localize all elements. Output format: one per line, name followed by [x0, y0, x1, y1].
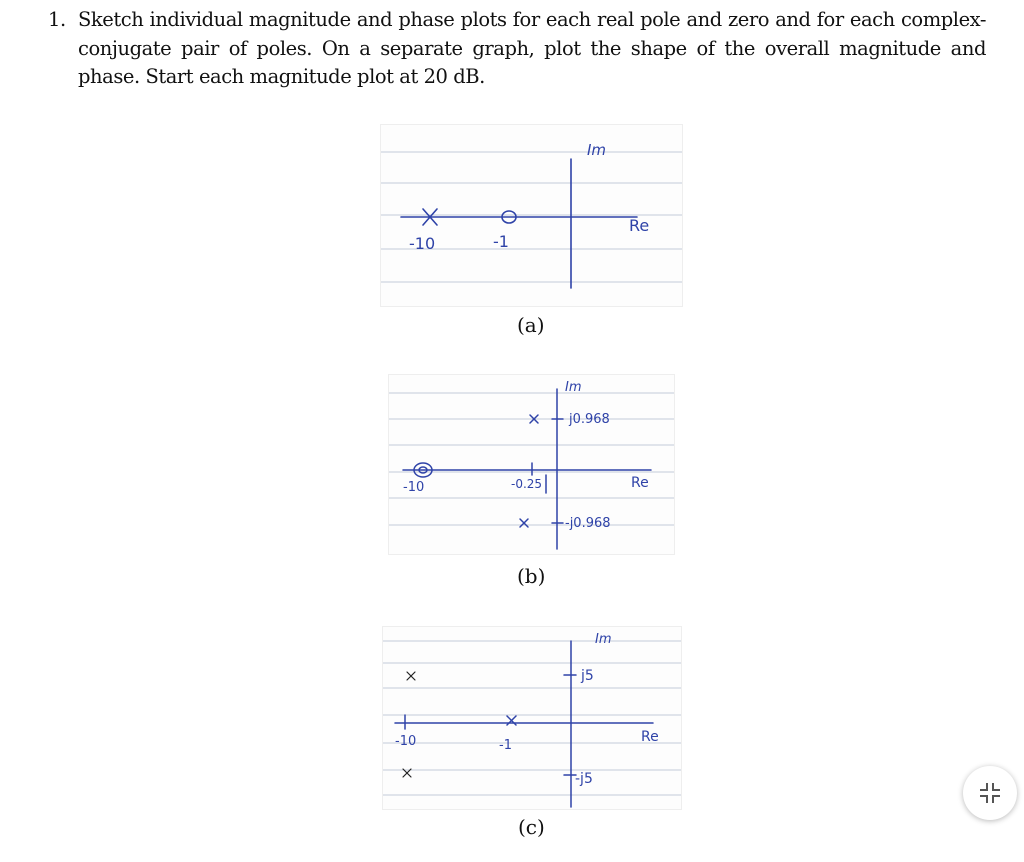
- figure-a-sketch: [381, 125, 682, 306]
- zero-label: -1: [493, 232, 509, 251]
- imag-axis-label: Im: [565, 380, 582, 395]
- collapse-button[interactable]: [963, 766, 1017, 820]
- pole-lower-label: -j0.968: [565, 516, 611, 531]
- figure-c-pole-zero-plot: [382, 626, 682, 810]
- pole-label: -10: [409, 234, 436, 253]
- pole-lower-marker: [520, 519, 528, 527]
- collapse-icon: [979, 782, 1001, 804]
- pole-label: -1: [499, 738, 512, 753]
- problem-statement: [48, 6, 986, 92]
- figure-b-sketch: [389, 375, 674, 554]
- upper-label: j5: [581, 668, 594, 684]
- imag-axis-label: Im: [595, 632, 612, 647]
- caption-c: (c): [518, 815, 545, 839]
- real-axis-label: Re: [641, 729, 659, 745]
- lower-label: -j5: [575, 771, 593, 787]
- real-part-label: -0.25: [511, 477, 543, 491]
- figure-a-pole-zero-plot: [380, 124, 683, 307]
- caption-a: (a): [517, 313, 545, 337]
- problem-text: Sketch individual magnitude and phase plots for each real pole and zero and for each complex-conjugate pair of poles. On a separate graph, plot the shape of the overall magnitude and phase. Start each magnitude plot at 20 dB.: [78, 8, 986, 89]
- pole-upper-label: j0.968: [569, 412, 610, 427]
- caption-b: (b): [517, 564, 546, 588]
- real-axis-label: Re: [631, 475, 649, 491]
- problem-number: 1.: [48, 8, 66, 31]
- real-axis-label: Re: [629, 216, 650, 235]
- real-point-label: -10: [395, 734, 417, 749]
- imag-axis-label: Im: [587, 141, 607, 159]
- figure-b-pole-zero-plot: [388, 374, 675, 555]
- zero-label: -10: [403, 480, 425, 495]
- figure-c-sketch: [383, 627, 681, 809]
